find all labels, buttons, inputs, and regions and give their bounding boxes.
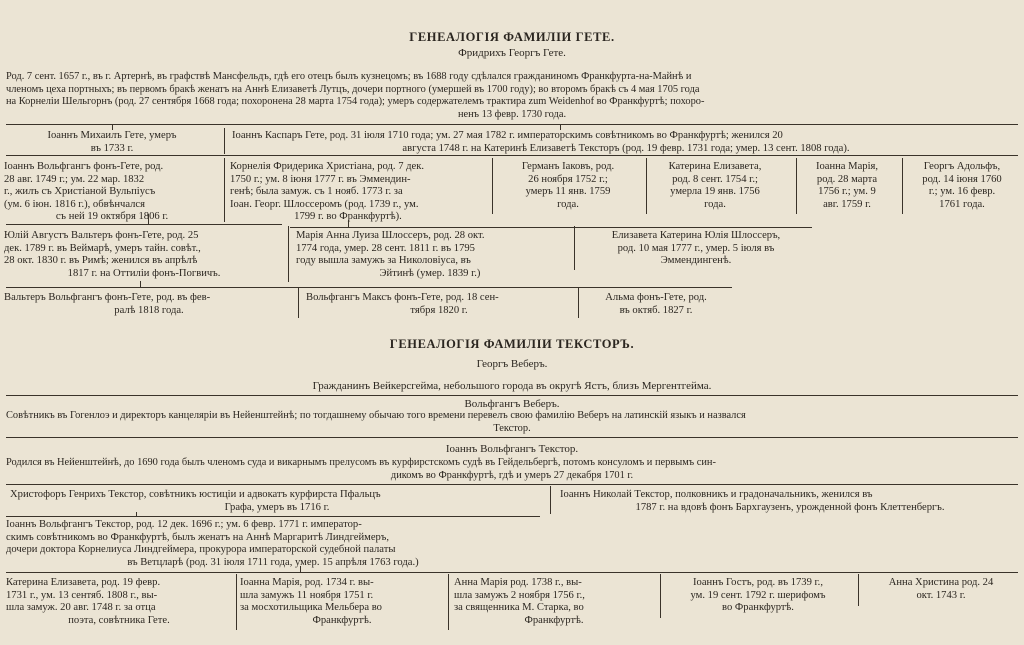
entry-line: Іоанна Марія, [815,161,879,172]
column-divider [660,574,661,618]
entry-line: августа 1748 г. на Катеринѣ Елизаветѣ Тексторъ (род. 19 февр. 1731 года; умер. 13 сент. 1808 года). [402,142,850,154]
gen3-entry [904,161,1020,211]
branch-line [348,220,349,227]
textor-gen5-entry [6,519,540,569]
entry-line: шла замуж. 20 авг. 1748 г. за отца [6,602,156,614]
column-divider [902,158,903,214]
textor-gen4-entry [10,489,544,514]
entry-line: Георгъ Адольфъ, [923,161,1001,172]
branch-line [6,155,1018,156]
branch-line [136,512,137,516]
entry-line: генѣ; была замуж. съ 1 нояб. 1773 г. за [230,186,403,198]
branch-line [300,566,301,572]
textor-gen2-name: Вольфгангъ Веберъ. [464,398,560,410]
entry-line: г., жилъ съ Христіаной Вульпіусъ [4,186,156,198]
goethe-root-name: Фридрихъ Георгъ Гете. [458,47,566,59]
gen3-entry [796,161,898,211]
branch-line [6,287,732,288]
entry-line: въ Ветцларѣ (род. 31 іюля 1711 года, умер. 15 апрѣля 1763 года.) [127,556,419,568]
entry-line: Іоаннъ Вольфгангъ фонъ-Гете, род. [4,161,164,172]
textor-gen1-name: Георгъ Веберъ. [476,358,548,370]
entry-line: Вальтеръ Вольфгангъ фонъ-Гете, род. въ фев- [4,292,211,303]
textor-gen6-entry [6,577,232,627]
column-divider [550,486,551,514]
entry-line: Эйтинѣ (умер. 1839 г.) [379,267,481,279]
entry-line: Іоаннъ Михаилъ Гете, умеръ [47,130,177,141]
entry-line: Корнелія Фридерика Христіана, род. 7 дек. [230,161,425,172]
entry-line: Катерина Елизавета, род. 19 февр. [6,577,161,588]
entry-line: году вышла замужъ за Николовіуса, въ [296,255,471,267]
goethe-heading: ГЕНЕАЛОГІЯ ФАМИЛІИ ГЕТЕ. [409,30,615,44]
bio-line: Текстор. [493,422,531,434]
entry-line: 1799 г. во Франкфуртѣ). [294,211,402,223]
entry-line: дочери доктора Корнелиуса Линдгеймера, прокурора императорской судебной палаты [6,544,396,556]
textor-gen1-bio: Гражданинъ Вейкерсгейма, небольшого города въ округѣ Ястъ, близъ Мергентгейма. [312,380,712,392]
entry-line: умерла 19 янв. 1756 [670,186,760,198]
textor-gen3-bio [6,457,1018,482]
entry-line: род. 10 мая 1777 г., умер. 5 іюля въ [617,242,775,254]
branch-line [290,227,812,228]
entry-line: съ ней 19 октября 1806 г. [55,211,169,223]
entry-line: Іоанна Марія, род. 1734 г. вы- [240,577,374,588]
entry-line: род. 8 сент. 1754 г.; [672,173,758,185]
branch-line [6,484,1018,485]
entry-line: ралѣ 1818 года. [114,304,184,316]
entry-line: во Франкфуртѣ. [722,602,794,614]
branch-line [6,124,1018,125]
textor-gen6-entry [664,577,852,615]
entry-line: года. [704,198,726,210]
bio-line: Родился въ Нейенштейнѣ, до 1690 года былъ членомъ суда и викарнымъ прелусомъ въ курфирстскомъ судѣ въ Гейдельбергѣ, потомъ консуломъ и первымъ син- [6,457,716,468]
entry-line: Альма фонъ-Гете, род. [605,292,707,303]
entry-line: авг. 1759 г. [823,198,871,210]
bio-line: членомъ цеха портныхъ; въ первомъ бракѣ женатъ на Аннѣ Елизаветѣ Лутцъ, дочери портного (умершей въ 1700 году); во второмъ бракѣ съ 4 мая 1705 года [6,83,700,95]
column-divider [448,574,449,630]
entry-line: Анна Христина род. 24 [888,577,994,588]
entry-line: Іоаннъ Вольфгангъ Текстор, род. 12 дек. 1696 г.; ум. 6 февр. 1771 г. император- [6,519,362,530]
column-divider [574,226,575,270]
entry-line: Елизавета Катерина Юлія Шлоссеръ, [611,230,781,241]
entry-line: 1774 года, умер. 28 сент. 1811 г. въ 1795 [296,242,475,254]
branch-line [6,395,1018,396]
textor-gen4-entry [560,489,1020,514]
gen4-entry [578,230,814,268]
entry-line: 1787 г. на вдовѣ фонъ Бархгаузенъ, урожденной фонъ Клеттенбергъ. [635,501,945,513]
textor-gen6-entry [454,577,654,627]
entry-line: род. 14 іюня 1760 [922,173,1002,185]
entry-line: род. 28 марта [816,173,878,185]
gen2-entry [232,130,1020,155]
column-divider [224,158,225,222]
entry-line: поэта, совѣтника Гете. [68,614,170,626]
gen3-entry [230,161,466,224]
bio-line: дикомъ во Франкфуртѣ, гдѣ и умеръ 27 декабря 1701 г. [390,469,634,481]
entry-line: 28 окт. 1830 г. въ Римѣ; женился въ апрѣлѣ [4,255,198,267]
branch-line [6,224,282,225]
entry-line: года. [557,198,579,210]
textor-gen6-entry [240,577,444,627]
gen5-entry [584,292,728,317]
entry-line: Анна Марія род. 1738 г., вы- [454,577,582,588]
column-divider [236,574,237,630]
bio-line: Совѣтникъ въ Гогенлоэ и директоръ канцеляріи въ Нейенштейнѣ; по тогдашнему обычаю того времени перевелъ свою фамилію Веберъ на латинскій языкъ и назвался [6,410,746,421]
gen2-entry [4,130,220,155]
bio-line: на Корнеліи Шельгорнъ (род. 27 сентября 1668 года; похоронена 28 марта 1754 года); умеръ содержателемъ трактира zum Weidenhof во Франкфуртѣ; похоро- [6,96,705,108]
gen3-entry [4,161,220,224]
entry-line: Іоаннъ Николай Текстор, полковникъ и градоначальникъ, женился въ [560,489,873,500]
column-divider [578,288,579,318]
gen4-entry [296,230,564,280]
entry-line: Франкфуртѣ. [312,614,372,626]
entry-line: умеръ 11 янв. 1759 [525,186,611,198]
entry-line: Іоаннъ Гостъ, род. въ 1739 г., [693,577,823,588]
entry-line: 1750 г.; ум. 8 іюня 1777 г. въ Эммендин- [230,173,411,185]
entry-line: 1761 года. [939,198,985,210]
entry-line: Христофоръ Генрихъ Текстор, совѣтникъ юстиціи и адвокатъ курфирста Пфальцъ [10,489,381,500]
entry-line: шла замужъ 11 ноября 1751 г. [240,589,374,601]
textor-gen3-name: Іоаннъ Вольфгангъ Текстор. [445,443,579,455]
entry-line: Іоан. Георг. Шлоссеромъ (род. 1739 г., ум. [230,198,419,210]
gen3-entry [646,161,784,211]
bio-line: Род. 7 сент. 1657 г., въ г. Артернѣ, въ графствѣ Мансфельдъ, гдѣ его отецъ былъ кузнецомъ; въ 1688 году сдѣлался гражданиномъ Франкфурта-на-Майнѣ и [6,71,692,82]
column-divider [298,288,299,318]
entry-line: ум. 19 сент. 1792 г. шерифомъ [690,589,826,601]
branch-line [6,437,1018,438]
bio-line: ненъ 13 февр. 1730 года. [457,108,567,120]
goethe-root-bio [6,71,1018,121]
entry-line: 26 ноября 1752 г.; [528,173,608,185]
textor-heading: ГЕНЕАЛОГІЯ ФАМИЛІИ ТЕКСТОРЪ. [389,337,635,351]
entry-line: (ум. 6 іюн. 1816 г.), обвѣнчался [4,198,146,210]
entry-line: окт. 1743 г. [916,589,966,601]
entry-line: г.; ум. 16 февр. [928,186,996,198]
entry-line: 1756 г.; ум. 9 [818,186,876,198]
gen3-entry [494,161,642,211]
branch-line [140,281,141,287]
entry-line: 1817 г. на Оттиліи фонъ-Погвичъ. [67,267,221,279]
gen5-entry [306,292,572,317]
entry-line: Юлій Августъ Вальтеръ фонъ-Гете, род. 25 [4,230,199,241]
entry-line: Вольфгангъ Максъ фонъ-Гете, род. 18 сен- [306,292,499,303]
textor-gen6-entry [862,577,1020,602]
entry-line: дек. 1789 г. въ Веймарѣ, умеръ тайн. совѣт., [4,242,201,254]
branch-line [6,516,540,517]
entry-line: шла замужъ 2 ноября 1756 г., [454,589,585,601]
entry-line: скимъ совѣтникомъ во Франкфуртѣ, былъ женатъ на Аннѣ Маргаритѣ Линдгеймеръ, [6,531,389,543]
gen4-entry [4,230,284,280]
gen5-entry [4,292,294,317]
entry-line: Эммендингенѣ. [660,255,732,267]
column-divider [288,226,289,282]
entry-line: 28 авг. 1749 г.; ум. 22 мар. 1832 [4,173,145,185]
entry-line: Марія Анна Луиза Шлоссеръ, род. 28 окт. [296,230,485,241]
column-divider [492,158,493,214]
entry-line: Германъ Іаковъ, род. [521,161,615,172]
entry-line: въ 1733 г. [90,142,134,154]
entry-line: 1731 г., ум. 13 сентяб. 1808 г., вы- [6,589,158,601]
entry-line: Катерина Елизавета, [668,161,762,172]
entry-line: тября 1820 г. [410,304,468,316]
branch-line [148,214,149,224]
entry-line: Іоаннъ Каспаръ Гете, род. 31 іюля 1710 года; ум. 27 мая 1782 г. императорскимъ совѣтникомъ во Франкфуртѣ; женился 20 [232,130,783,141]
column-divider [224,128,225,154]
entry-line: Франкфуртѣ. [524,614,584,626]
column-divider [858,574,859,606]
entry-line: въ октяб. 1827 г. [619,304,693,316]
textor-gen2-bio [6,410,1018,435]
entry-line: за священника М. Старка, во [454,602,584,614]
entry-line: Графа, умеръ въ 1716 г. [224,501,330,513]
entry-line: за мосхотильщика Мельбера во [240,602,382,614]
branch-line [6,572,1018,573]
